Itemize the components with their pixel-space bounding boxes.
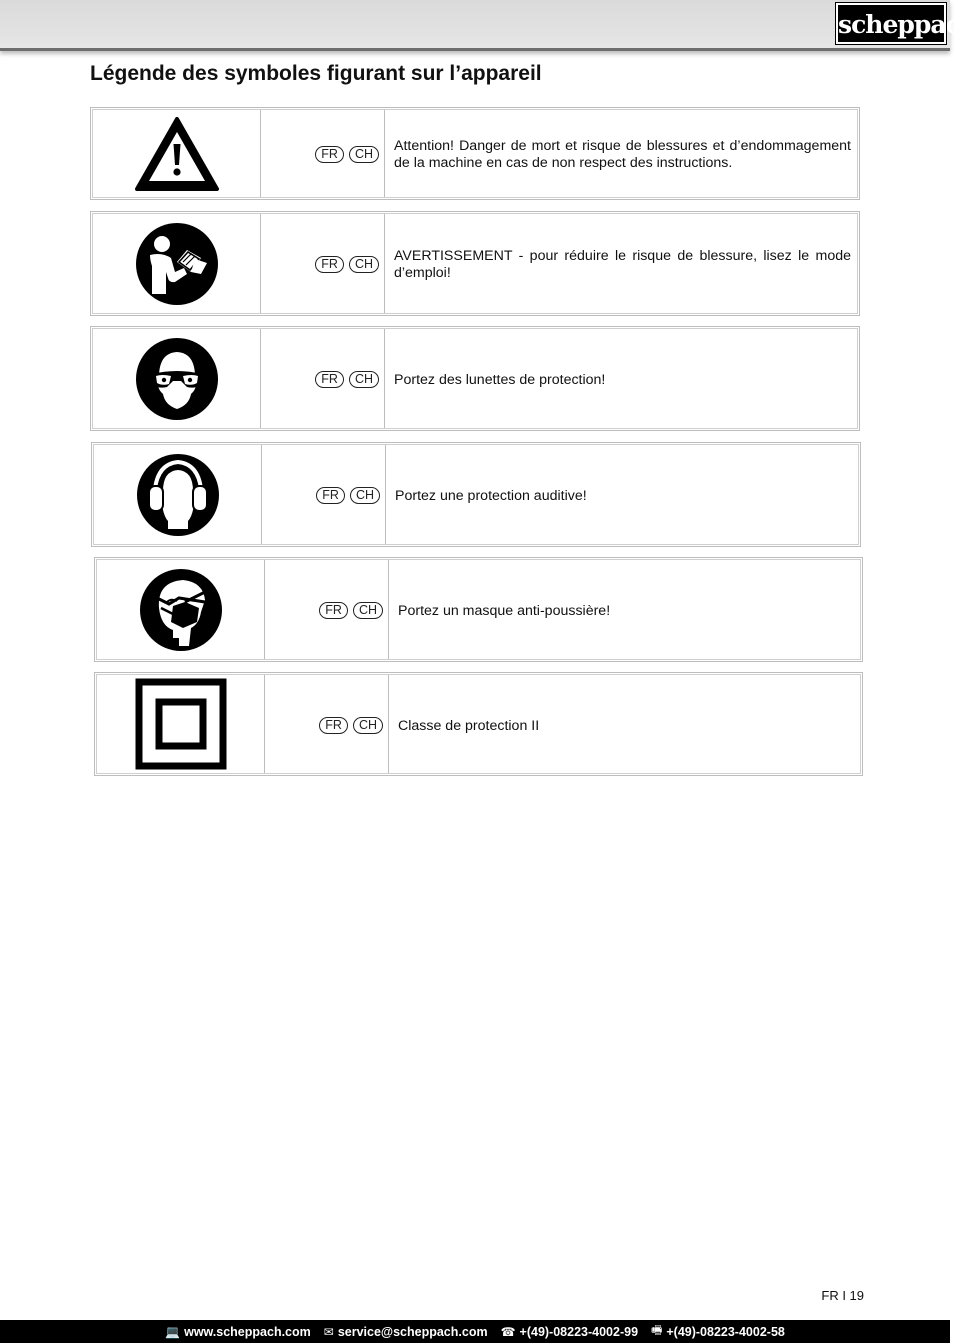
ear-protection-icon	[94, 445, 262, 544]
country-cell	[265, 560, 389, 659]
envelope-icon: ✉	[323, 1324, 334, 1339]
safety-goggles-icon	[93, 329, 261, 428]
country-badge-fr: FR	[315, 146, 344, 163]
read-manual-icon	[93, 214, 261, 313]
footer-email[interactable]	[324, 1325, 488, 1339]
computer-icon: 💻	[165, 1324, 181, 1339]
fax-icon: 🖷	[651, 1323, 663, 1337]
scheppach-logo: scheppach	[836, 3, 946, 44]
protection-class-ii-icon	[97, 675, 265, 773]
country-badge-ch: CH	[349, 256, 379, 273]
country-badge-ch: CH	[350, 487, 380, 504]
symbol-description: Attention! Danger de mort et risque de blessures et d’endommagement de la machine en cas de non respect des instructions.	[394, 138, 851, 171]
symbol-row-protection-class	[94, 672, 863, 776]
country-cell	[265, 675, 389, 773]
page-number: FR I 19	[821, 1288, 864, 1303]
phone-number: +(49)-08223-4002-99	[519, 1324, 639, 1339]
country-cell	[261, 214, 385, 313]
fax-number: +(49)-08223-4002-58	[666, 1324, 785, 1339]
country-badge-ch: CH	[353, 602, 383, 619]
country-badge-fr: FR	[316, 487, 345, 504]
country-badge-fr: FR	[319, 602, 348, 619]
symbol-row-dust-mask	[94, 557, 863, 662]
symbol-row-ear-protection	[91, 442, 861, 547]
telephone-icon: ☎	[500, 1324, 516, 1339]
symbol-description: Classe de protection II	[398, 718, 540, 734]
symbol-row-warning	[90, 107, 860, 200]
country-badge-fr: FR	[315, 371, 344, 388]
symbol-row-read-manual	[90, 211, 860, 316]
header-bar	[0, 0, 977, 51]
country-badge-fr: FR	[319, 717, 348, 734]
country-badge-ch: CH	[349, 371, 379, 388]
country-badge-ch: CH	[349, 146, 379, 163]
symbol-row-goggles	[90, 326, 860, 431]
country-cell	[262, 445, 386, 544]
country-cell	[261, 329, 385, 428]
country-badge-fr: FR	[315, 256, 344, 273]
symbol-description: AVERTISSEMENT - pour réduire le risque de blessure, lisez le mode d’emploi!	[394, 248, 851, 281]
symbol-description: Portez un masque anti-poussière!	[398, 603, 611, 619]
footer-fax	[651, 1321, 785, 1342]
email-link[interactable]: service@scheppach.com	[337, 1324, 488, 1339]
dust-mask-icon	[97, 560, 265, 659]
website-link[interactable]: www.scheppach.com	[184, 1324, 311, 1339]
warning-triangle-icon	[93, 110, 261, 197]
symbol-description: Portez une protection auditive!	[395, 488, 587, 504]
page-title: Légende des symboles figurant sur l’appareil	[90, 62, 542, 85]
symbol-description: Portez des lunettes de protection!	[394, 372, 606, 388]
contact-footer	[0, 1320, 950, 1343]
footer-phone	[501, 1325, 638, 1339]
country-cell	[261, 110, 385, 197]
country-badge-ch: CH	[353, 717, 383, 734]
footer-website[interactable]	[165, 1325, 311, 1339]
